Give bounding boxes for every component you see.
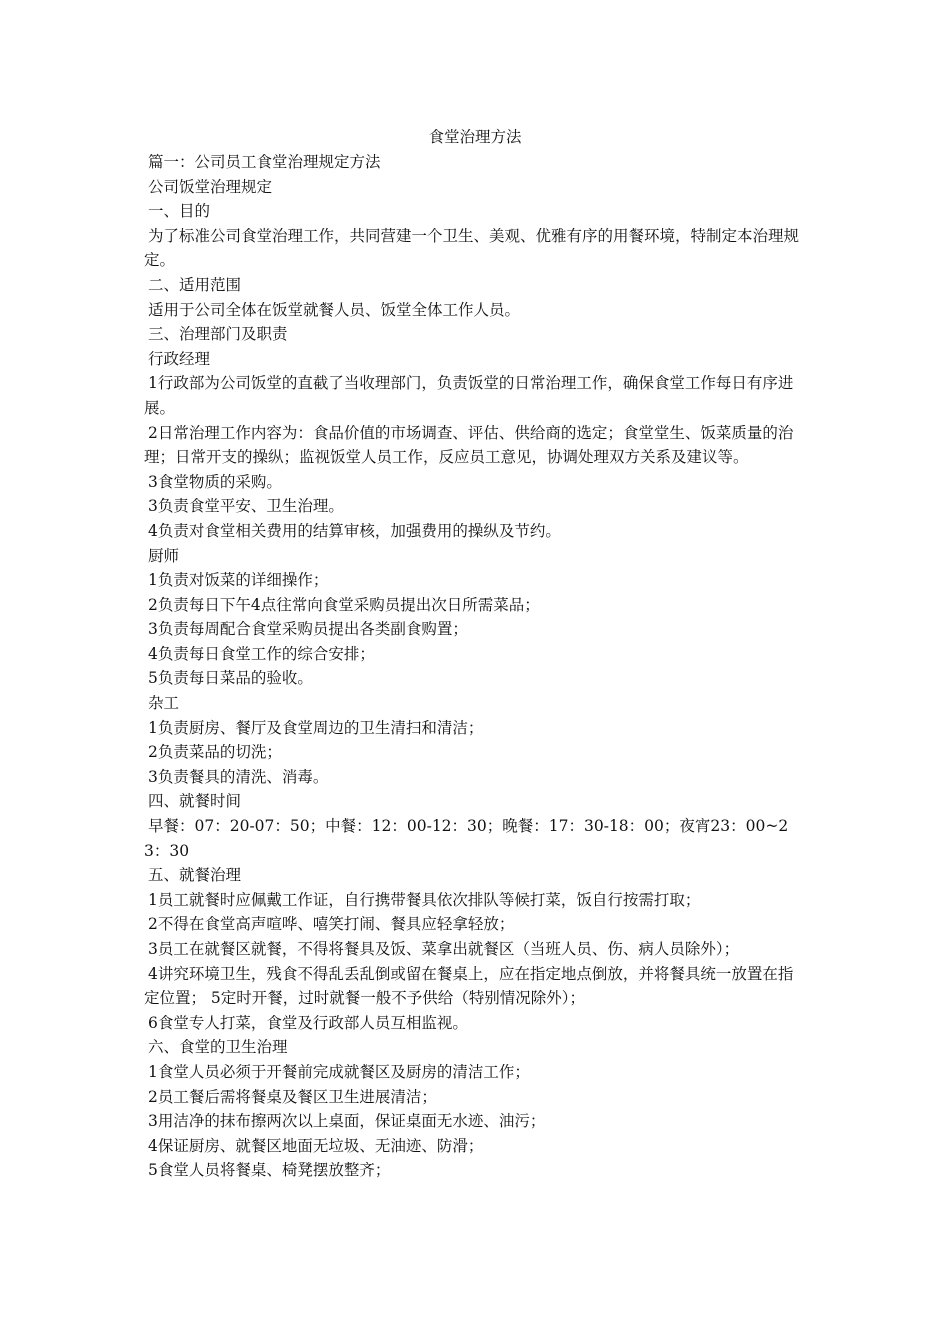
subheading: 厨师: [148, 546, 180, 565]
list-item: 3负责食堂平安、卫生治理。: [148, 497, 344, 516]
section-heading: 二、适用范围: [148, 275, 242, 294]
paragraph: 为了标准公司食堂治理工作，共同营建一个卫生、美观、优雅有序的用餐环境，特制定本治理规定。: [144, 226, 800, 270]
list-item: 4讲究环境卫生，残食不得乱丢乱倒或留在餐桌上，应在指定地点倒放，并将餐具统一放置在指定位置； 5定时开餐，过时就餐一般不予供给（特别情况除外）；: [144, 964, 794, 1008]
list-item: 1负责对饭菜的详细操作；: [148, 571, 329, 590]
list-item: 5食堂人员将餐桌、椅凳摆放整齐；: [148, 1161, 391, 1180]
list-item: 2负责每日下午4点往常向食堂采购员提出次日所需菜品；: [148, 595, 540, 614]
list-item: 4负责对食堂相关费用的结算审核，加强费用的操纵及节约。: [148, 521, 561, 540]
paragraph: 公司饭堂治理规定: [148, 177, 273, 196]
list-item: 6食堂专人打菜，食堂及行政部人员互相监视。: [148, 1013, 468, 1032]
document-body: [144, 150, 808, 1183]
section-heading: 五、就餐治理: [148, 866, 242, 885]
paragraph: 适用于公司全体在饭堂就餐人员、饭堂全体工作人员。: [148, 300, 521, 319]
paragraph: 早餐：07：20-07：50；中餐：12：00-12：30；晚餐：17：30-18：00；夜宵23：00~23：30: [144, 817, 789, 860]
section-heading: 三、治理部门及职责: [148, 325, 288, 344]
list-item: 1员工就餐时应佩戴工作证，自行携带餐具依次排队等候打菜，饭自行按需打取；: [148, 890, 701, 909]
section-heading: 四、就餐时间: [148, 792, 242, 811]
list-item: 4负责每日食堂工作的综合安排；: [148, 644, 375, 663]
list-item: 2员工餐后需将餐桌及餐区卫生进展清洁；: [148, 1087, 437, 1106]
section-heading: 一、目的: [148, 202, 211, 221]
list-item: 2负责菜品的切洗；: [148, 743, 282, 762]
list-item: 3食堂物质的采购。: [148, 472, 282, 491]
document-title: 食堂治理方法: [428, 128, 522, 146]
list-item: 3用洁净的抹布擦两次以上桌面，保证桌面无水迹、油污；: [148, 1112, 546, 1131]
list-item: 3负责餐具的清洗、消毒。: [148, 767, 329, 786]
list-item: 3员工在就餐区就餐，不得将餐具及饭、菜拿出就餐区（当班人员、伤、病人员除外）；: [148, 940, 740, 958]
list-item: 4保证厨房、就餐区地面无垃圾、无油迹、防滑；: [148, 1136, 484, 1155]
list-item: 1行政部为公司饭堂的直截了当收理部门，负责饭堂的日常治理工作，确保食堂工作每日有序进展。: [144, 374, 794, 417]
section-heading: 六、食堂的卫生治理: [148, 1038, 288, 1057]
list-item: 5负责每日菜品的验收。: [148, 669, 313, 688]
list-item: 1负责厨房、餐厅及食堂周边的卫生清扫和清洁；: [148, 718, 484, 737]
list-item: 2日常治理工作内容为：食品价值的市场调查、评估、供给商的选定；食堂堂生、饭菜质量的治理；日常开支的操纵；监视饭堂人员工作，反应员工意见，协调处理双方关系及建议等。: [144, 423, 794, 467]
subheading: 杂工: [148, 694, 180, 713]
list-item: 3负责每周配合食堂采购员提出各类副食购置；: [148, 620, 468, 639]
subheading: 行政经理: [148, 349, 211, 368]
list-item: 2不得在食堂高声喧哗、嘻笑打闹、餐具应轻拿轻放；: [148, 915, 515, 934]
list-item: 1食堂人员必须于开餐前完成就餐区及厨房的清洁工作；: [148, 1062, 530, 1081]
paragraph: 篇一：公司员工食堂治理规定方法: [148, 153, 381, 171]
